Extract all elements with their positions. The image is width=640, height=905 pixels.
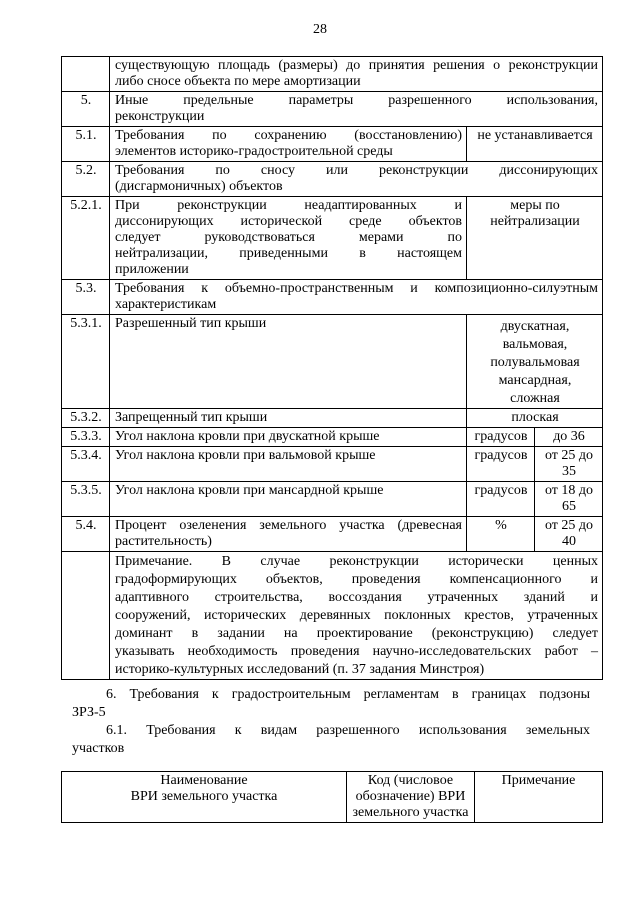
table-row [62,92,603,127]
table-row [62,315,603,409]
row-text: Требования по сохранению (восстановлению) элементов историко-градостроительной среды [110,127,467,162]
table-row [62,552,603,680]
table-row [62,482,603,517]
row-number: 5.3.3. [62,428,110,447]
table-row [62,197,603,280]
row-text: Требования к объемно-пространственным и композиционно-силуэтным характеристикам [110,280,603,315]
page-number: 28 [313,22,327,37]
header-note: Примечание [475,772,603,823]
row-number: 5.2.1. [62,197,110,280]
row-text: При реконструкции неадаптированных и диссонирующих исторической среде объектов следует руководствоваться мерами по нейтрализации, приведенными в настоящем приложении [110,197,467,280]
table-row [62,517,603,552]
row-text: Угол наклона кровли при двускатной крыше [110,428,467,447]
row-text: Угол наклона кровли при вальмовой крыше [110,447,467,482]
section-6-heading: 6. Требования к градостроительным регламентам в границах подзоны ЗРЗ-5 [72,687,590,720]
row-value: не устанавливается [467,127,603,162]
table-row [62,57,603,92]
row-unit: градусов [467,428,535,447]
row-text: существующую площадь (размеры) до принятия решения о реконструкции либо сносе объекта по мере амортизации [110,57,603,92]
row-value: меры по нейтрализации [467,197,603,280]
regulations-table [61,56,603,680]
row-value: до 36 [535,428,603,447]
row-number: 5.3. [62,280,110,315]
row-text: Процент озеленения земельного участка (древесная растительность) [110,517,467,552]
row-number: 5. [62,92,110,127]
land-use-table-header [61,771,603,823]
header-code: Код (числовое обозначение) ВРИ земельного участка [347,772,475,823]
row-number: 5.1. [62,127,110,162]
table-header-row [62,772,603,823]
table-row [62,409,603,428]
row-number: 5.4. [62,517,110,552]
row-number: 5.3.2. [62,409,110,428]
row-value: двускатная, вальмовая, полувальмовая мансардная, сложная [467,315,603,409]
table-row [62,162,603,197]
row-value: плоская [467,409,603,428]
row-number [62,552,110,680]
section-6-1-heading: 6.1. Требования к видам разрешенного использования земельных участков [72,723,590,756]
row-unit: градусов [467,482,535,517]
row-value: от 18 до 65 [535,482,603,517]
table-row [62,447,603,482]
row-unit: градусов [467,447,535,482]
table-row [62,127,603,162]
row-number [62,57,110,92]
table-row [62,280,603,315]
row-unit: % [467,517,535,552]
row-number: 5.3.4. [62,447,110,482]
row-text: Запрещенный тип крыши [110,409,467,428]
header-name: Наименование ВРИ земельного участка [62,772,347,823]
row-value: от 25 до 35 [535,447,603,482]
row-text: Угол наклона кровли при мансардной крыше [110,482,467,517]
table-row [62,428,603,447]
row-text: Разрешенный тип крыши [110,315,467,409]
row-text: Требования по сносу или реконструкции диссонирующих (дисгармоничных) объектов [110,162,603,197]
row-number: 5.3.5. [62,482,110,517]
note-text: Примечание. В случае реконструкции исторически ценных градоформирующих объектов, проведения компенсационного и адаптивного строительства, воссоздания утраченных зданий и сооружений, исторических деревянных поклонных крестов, утраченных доминант в задании на проектирование (реконструкцию) следует указывать необходимость проведения научно-исследовательских работ – историко-культурных исследований (п. 37 задания Минстроя) [110,552,603,680]
row-text: Иные предельные параметры разрешенного использования, реконструкции [110,92,603,127]
row-number: 5.3.1. [62,315,110,409]
row-number: 5.2. [62,162,110,197]
row-value: от 25 до 40 [535,517,603,552]
